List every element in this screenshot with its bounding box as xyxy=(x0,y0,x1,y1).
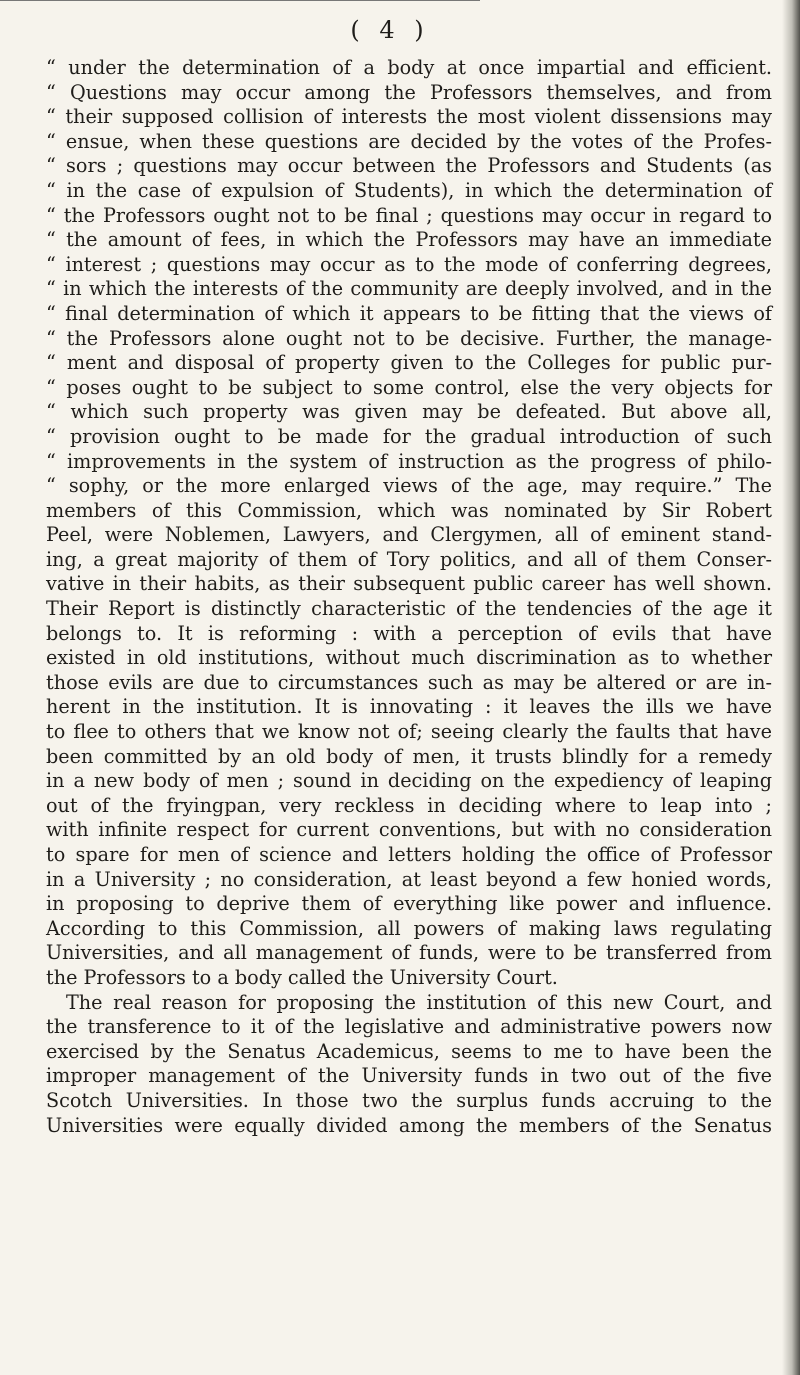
text-line: The real reason for proposing the institution of this new Court, and xyxy=(66,990,772,1014)
text-line: with infinite respect for current conventions, but with no consideration xyxy=(46,818,772,842)
text-line: to flee to others that we know not of; seeing clearly the faults that have xyxy=(46,720,772,744)
text-line: “ the Professors alone ought not to be decisive. Further, the manage- xyxy=(46,326,772,350)
text-line: Universities, and all management of funds, were to be transferred from xyxy=(46,941,772,965)
text-line: out of the fryingpan, very reckless in deciding where to leap into ; xyxy=(46,793,772,817)
text-line: in a University ; no consideration, at least beyond a few honied words, xyxy=(46,867,772,891)
text-line: improper management of the University funds in two out of the five xyxy=(46,1064,772,1088)
text-line: herent in the institution. It is innovating : it leaves the ills we have xyxy=(46,695,772,719)
text-line: belongs to. It is reforming : with a perception of evils that have xyxy=(46,621,772,645)
text-line: Peel, were Noblemen, Lawyers, and Clergymen, all of eminent stand- xyxy=(46,523,772,547)
text-line: “ ensue, when these questions are decided by the votes of the Profes- xyxy=(46,129,772,153)
text-line: “ which such property was given may be defeated. But above all, xyxy=(46,400,772,424)
text-line: Scotch Universities. In those two the surplus funds accruing to the xyxy=(46,1088,772,1112)
text-line: in a new body of men ; sound in deciding on the expediency of leaping xyxy=(46,769,772,793)
text-line: “ in the case of expulsion of Students), in which the determination of xyxy=(46,178,772,202)
text-line: “ sors ; questions may occur between the Professors and Students (as xyxy=(46,154,772,178)
text-line: members of this Commission, which was nominated by Sir Robert xyxy=(46,498,772,522)
text-line: “ their supposed collision of interests the most violent dissensions may xyxy=(46,105,772,129)
text-line: ing, a great majority of them of Tory politics, and all of them Conser- xyxy=(46,547,772,571)
page-edge-shadow xyxy=(782,0,800,1375)
text-line: “ provision ought to be made for the gradual introduction of such xyxy=(46,424,772,448)
text-line: “ Questions may occur among the Professors themselves, and from xyxy=(46,80,772,104)
text-line: “ the amount of fees, in which the Professors may have an immediate xyxy=(46,228,772,252)
text-line: the transference to it of the legislative and administrative powers now xyxy=(46,1015,772,1039)
text-line: “ the Professors ought not to be final ; questions may occur in regard to xyxy=(46,203,772,227)
body-text xyxy=(46,56,772,1138)
text-line: Universities were equally divided among the members of the Senatus xyxy=(46,1113,772,1137)
text-line: in proposing to deprive them of everything like power and influence. xyxy=(46,892,772,916)
text-line: “ in which the interests of the community are deeply involved, and in the xyxy=(46,277,772,301)
text-line: those evils are due to circumstances such as may be altered or are in- xyxy=(46,670,772,694)
text-line: According to this Commission, all powers of making laws regulating xyxy=(46,916,772,940)
text-line: Their Report is distinctly characteristic of the tendencies of the age it xyxy=(46,597,772,621)
text-line: “ final determination of which it appears to be fitting that the views of xyxy=(46,301,772,325)
text-line: to spare for men of science and letters holding the office of Professor xyxy=(46,843,772,866)
text-line: “ poses ought to be subject to some control, else the very objects for xyxy=(46,375,772,399)
text-line: “ interest ; questions may occur as to the mode of conferring degrees, xyxy=(46,252,772,276)
text-line: existed in old institutions, without much discrimination as to whether xyxy=(46,646,772,670)
text-line: been committed by an old body of men, it trusts blindly for a remedy xyxy=(46,744,772,768)
text-line: exercised by the Senatus Academicus, seems to me to have been the xyxy=(46,1039,772,1063)
text-line: “ ment and disposal of property given to the Colleges for public pur- xyxy=(46,351,772,375)
text-line: “ sophy, or the more enlarged views of the age, may require.” The xyxy=(46,474,772,498)
text-line: “ improvements in the system of instruction as the progress of philo- xyxy=(46,449,772,473)
top-rule xyxy=(0,0,480,7)
text-line: vative in their habits, as their subsequent public career has well shown. xyxy=(46,572,772,596)
page-number: ( 4 ) xyxy=(350,16,430,44)
text-line: “ under the determination of a body at once impartial and efficient. xyxy=(46,56,772,79)
text-line: the Professors to a body called the University Court. xyxy=(46,965,558,989)
